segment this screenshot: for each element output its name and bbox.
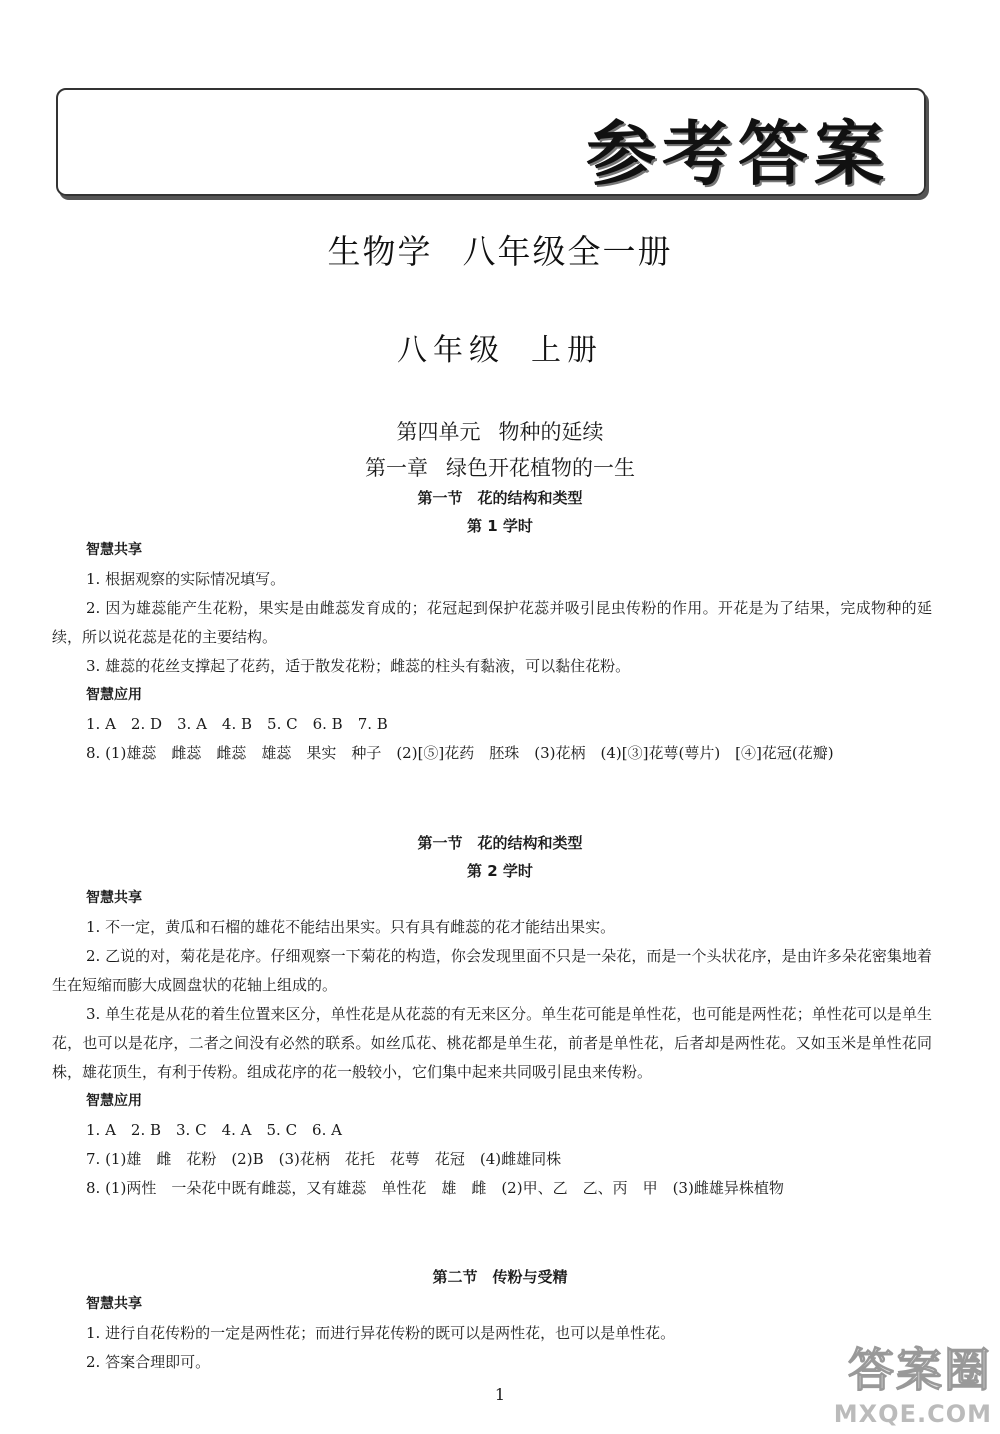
- banner-title: 参考答案: [586, 113, 890, 195]
- chapter-heading: [0, 452, 1000, 482]
- watermark-site: MXQE.COM: [833, 1400, 992, 1428]
- lesson2-section-title: 第一节 花的结构和类型: [417, 834, 583, 852]
- volume-grade: 八年级: [397, 333, 505, 368]
- page-number: 1: [494, 1385, 506, 1404]
- unit-number: 第四单元: [396, 420, 481, 444]
- section2-share-2: 2. 答案合理即可。: [86, 1353, 211, 1371]
- lesson1-share-2: 2. 因为雄蕊能产生花粉，果实是由雌蕊发育成的；花冠起到保护花蕊并吸引昆虫传粉的作用。开花是为了结果，完成物种的延续，所以说花蕊是花的主要结构。: [52, 599, 932, 646]
- lesson2-apply-heading: 智慧应用: [86, 1093, 142, 1109]
- lesson2-share-1: 1. 不一定，黄瓜和石榴的雄花不能结出果实。只有具有雌蕊的花才能结出果实。: [86, 918, 616, 936]
- lesson2-share-2: 2. 乙说的对，菊花是花序。仔细观察一下菊花的构造，你会发现里面不只是一朵花，而是一个头状花序，是由许多朵花密集地着生在短缩而膨大成圆盘状的花轴上组成的。: [52, 947, 932, 994]
- watermark: [834, 1334, 992, 1428]
- chapter-name: 绿色开花植物的一生: [446, 456, 635, 480]
- book-grade: 八年级全一册: [462, 232, 673, 271]
- lesson2-share-3: 3. 单生花是从花的着生位置来区分，单性花是从花蕊的有无来区分。单生花可能是单性花，也可能是两性花；单性花可以是单生花，也可以是花序，二者之间没有必然的联系。如丝瓜花、桃花都是单生花，前者是单性花，后者却是两性花。又如玉米是单性花同株，雄花顶生，有利于传粉。组成花序的花一般较小，它们集中起来共同吸引昆虫来传粉。: [52, 1005, 932, 1081]
- unit-heading: [0, 416, 1000, 446]
- lesson1-apply-2: 8. (1)雄蕊 雌蕊 雌蕊 雄蕊 果实 种子 (2)[⑤]花药 胚珠 (3)花柄 (4)[③]花萼(萼片) [④]花冠(花瓣): [86, 744, 834, 762]
- section1-title: 第一节 花的结构和类型: [417, 489, 583, 507]
- unit-name: 物种的延续: [498, 420, 604, 444]
- lesson1-share-3: 3. 雄蕊的花丝支撑起了花药，适于散发花粉；雌蕊的柱头有黏液，可以黏住花粉。: [86, 657, 631, 675]
- chapter-number: 第一章: [365, 456, 428, 480]
- volume-title: [0, 325, 1000, 369]
- lesson2-apply-2: 7. (1)雄 雌 花粉 (2)B (3)花柄 花托 花萼 花冠 (4)雌雄同株: [86, 1150, 562, 1168]
- lesson1-apply-1: 1. A 2. D 3. A 4. B 5. C 6. B 7. B: [86, 715, 388, 733]
- section2-share-1: 1. 进行自花传粉的一定是两性花；而进行异花传粉的既可以是两性花，也可以是单性花。: [86, 1324, 676, 1342]
- lesson2-apply-3: 8. (1)两性 一朵花中既有雌蕊，又有雄蕊 单性花 雄 雌 (2)甲、乙 乙、丙 甲 (3)雌雄异株植物: [86, 1179, 784, 1197]
- lesson1-label: 第 1 学时: [467, 517, 533, 535]
- lesson2-label: 第 2 学时: [467, 862, 533, 880]
- lesson2-content: [52, 884, 932, 1203]
- title-banner: [56, 88, 926, 196]
- lesson2-share-heading: 智慧共享: [86, 890, 142, 906]
- lesson1-share-heading: 智慧共享: [86, 542, 142, 558]
- lesson2-apply-1: 1. A 2. B 3. C 4. A 5. C 6. A: [86, 1121, 342, 1139]
- book-title: [0, 226, 1000, 273]
- section2-title: 第二节 传粉与受精: [432, 1268, 568, 1286]
- section2-content: [52, 1290, 932, 1377]
- lesson1-apply-heading: 智慧应用: [86, 687, 142, 703]
- section2-share-heading: 智慧共享: [86, 1296, 142, 1312]
- lesson1-content: [52, 536, 932, 768]
- book-subject: 生物学: [327, 232, 433, 271]
- lesson1-share-1: 1. 根据观察的实际情况填写。: [86, 570, 286, 588]
- watermark-logo: 答案圈: [848, 1343, 992, 1397]
- volume-part: 上册: [531, 333, 603, 368]
